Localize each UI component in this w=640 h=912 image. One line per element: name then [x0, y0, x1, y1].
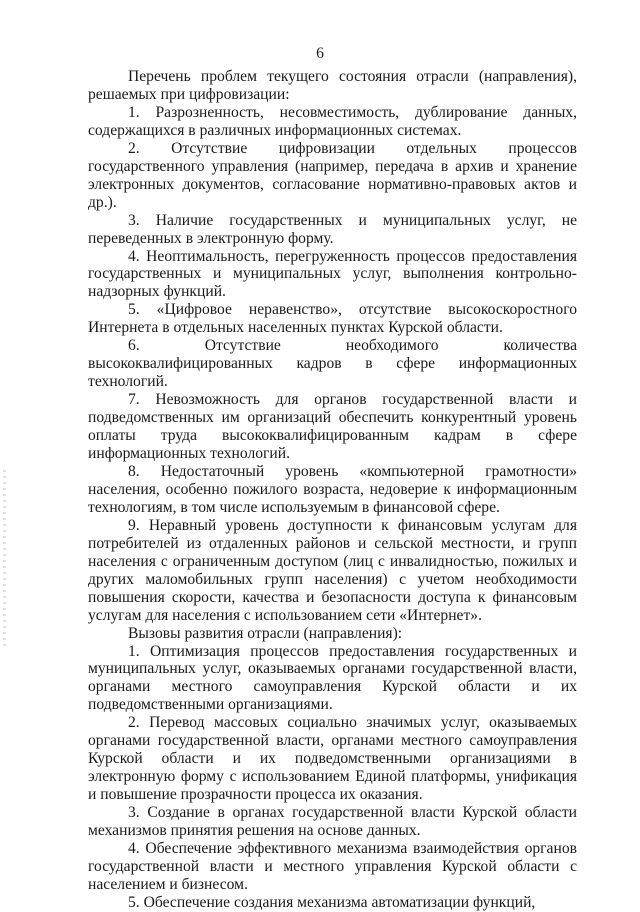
paragraph-problem-6: 6. Отсутствие необходимого количества высококвалифицированных кадров в сфере информационных технологий.	[88, 337, 577, 391]
paragraph-challenges-intro: Вызовы развития отрасли (направления):	[128, 624, 403, 642]
paragraph-challenge-3: 3. Создание в органах государственной власти Курской области механизмов принятия решения на основе данных.	[88, 804, 577, 840]
paragraph-challenge-4: 4. Обеспечение эффективного механизма взаимодействия органов государственной власти и местного управления Курской области с населением и бизнесом.	[88, 839, 577, 893]
paragraph-problems-intro: Перечень проблем текущего состояния отрасли (направления), решаемых при цифровизации:	[88, 68, 577, 103]
scan-edge-artifact	[3, 470, 6, 650]
paragraph-problem-4: 4. Неоптимальность, перегруженность процессов предоставления государственных и муниципальных услуг, выполнения контрольно-надзорных функций.	[88, 247, 577, 301]
paragraph-problem-7: 7. Невозможность для органов государственной власти и подведомственных им организаций обеспечить конкурентный уровень оплаты труда высококвалифицированным кадрам в сфере информационных технологий.	[88, 391, 577, 463]
paragraph-problem-9: 9. Неравный уровень доступности к финансовым услугам для потребителей из отдаленных районов и сельской местности, и групп населения с ограниченным доступом (лиц с инвалидностью, пожилых и других маломобильных групп населения) с учетом необходимости повышения скорости, качества и безопасности доступа к финансовым услугам для населения с использованием сети «Интернет».	[88, 516, 577, 624]
paragraph-problem-3: 3. Наличие государственных и муниципальных услуг, не переведенных в электронную форму.	[88, 211, 577, 247]
paragraph-challenge-1: 1. Оптимизация процессов предоставления государственных и муниципальных услуг, оказываемых органами государственной власти, органами местного самоуправления Курской области и их подведомственными организациями.	[88, 642, 577, 714]
paragraph-challenge-5: 5. Обеспечение создания механизма автоматизации функций,	[128, 893, 536, 911]
paragraph-problem-5: 5. «Цифровое неравенство», отсутствие высокоскоростного Интернета в отдельных населенных пунктах Курской области.	[88, 301, 577, 337]
paragraph-challenge-2: 2. Перевод массовых социально значимых услуг, оказываемых органами государственной власти, органами местного самоуправления Курской области и их подведомственными организациями в электронную форму с использованием Единой платформы, унификация и повышение прозрачности процесса их оказания.	[88, 714, 577, 804]
paragraph-problem-8: 8. Недостаточный уровень «компьютерной грамотности» населения, особенно пожилого возраста, недоверие к информационным технологиям, в том числе используемым в финансовой сфере.	[88, 462, 577, 516]
document-body	[88, 68, 577, 912]
paragraph-problem-1: 1. Разрозненность, несовместимость, дублирование данных, содержащихся в различных информационных системах.	[88, 103, 577, 139]
paragraph-problem-2: 2. Отсутствие цифровизации отдельных процессов государственного управления (например, передача в архив и хранение электронных документов, согласование нормативно-правовых актов и др.).	[88, 139, 577, 211]
page-number: 6	[316, 45, 324, 62]
